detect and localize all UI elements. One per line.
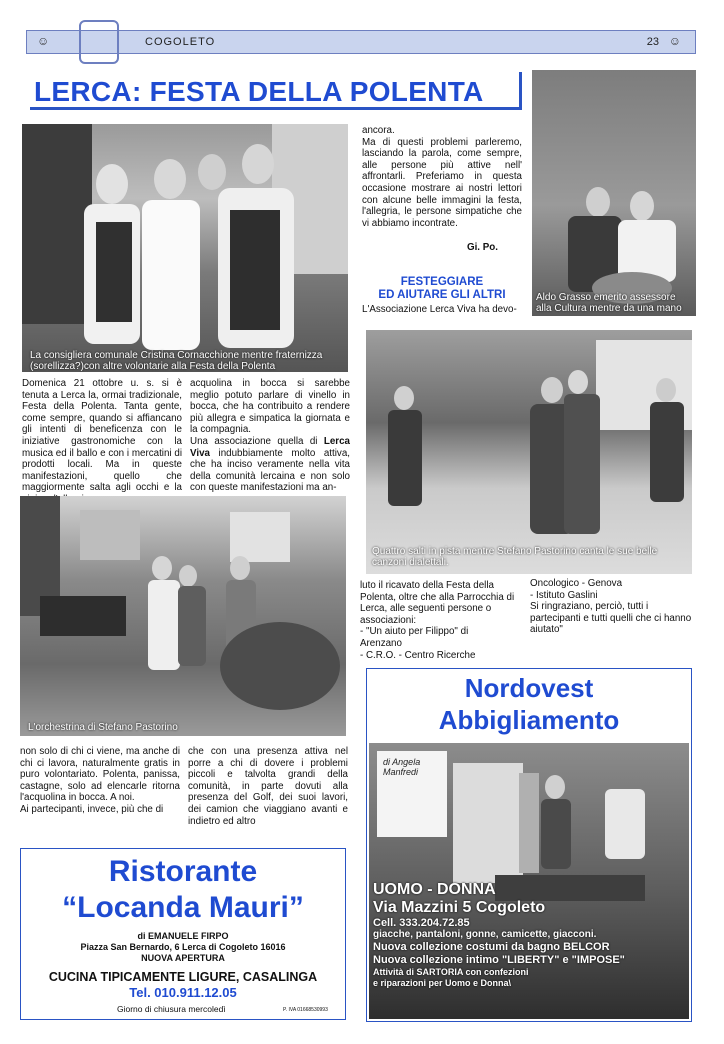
section-name: COGOLETO xyxy=(145,36,216,48)
smiley-icon: ☺ xyxy=(37,34,50,48)
article-signature: Gi. Po. xyxy=(466,242,498,253)
ad-restaurant xyxy=(20,848,346,1020)
ad-clothing-name1: Nordovest xyxy=(464,673,594,703)
ad-clothing-text xyxy=(373,881,689,989)
ad-restaurant-phone: Tel. 010.911.12.05 xyxy=(129,985,237,1000)
photo-grasso-figures xyxy=(532,70,696,316)
ad-clothing xyxy=(366,668,692,1022)
ad-clothing-name2: Abbigliamento xyxy=(438,705,620,735)
photo-band-figures xyxy=(20,496,346,736)
photo-grasso xyxy=(532,70,696,316)
ad-restaurant-closing: Giorno di chiusura mercoledì xyxy=(117,1004,226,1014)
article-col3-continued: L'Associazione Lerca Viva ha devo- xyxy=(362,304,517,315)
ad-clothing-line5: Nuova collezione costumi da bagno BELCOR xyxy=(373,941,610,953)
ad-clothing-sign: di Angela Manfredi xyxy=(383,757,421,777)
caption-dance: Quattro salti in pista mentre Stefano Pastorino canta le sue belle canzoni dialettali. xyxy=(372,546,658,568)
article-subhead: FESTEGGIARE ED AIUTARE GLI ALTRI xyxy=(378,276,506,301)
article-headline: LERCA: FESTA DELLA POLENTA xyxy=(30,72,522,110)
ad-restaurant-address: Piazza San Bernardo, 6 Lerca di Cogoleto 16016 xyxy=(80,942,286,952)
ad-clothing-line8: e riparazioni per Uomo e Donna\ xyxy=(373,978,512,988)
page-header xyxy=(26,30,696,54)
article-col1-bottom: non solo di chi ci viene, ma anche di chi ci lavora, naturalmente gratis in puro volontariato. Polenta, panissa, castagne, solo ad elencarle ritorna l'acquolina in bocca. A noi. Ai partecipanti, invece, più che di xyxy=(20,746,180,815)
ad-restaurant-owner: di EMANUELE FIRPO xyxy=(137,931,229,941)
ad-clothing-photo xyxy=(369,743,689,1019)
caption-band: L'orchestrina di Stefano Pastorino xyxy=(28,722,178,733)
ad-restaurant-piva: P. IVA 01668530993 xyxy=(283,1007,328,1013)
caption-grasso: Aldo Grasso emerito assessore alla Cultura mentre da una mano xyxy=(536,292,682,314)
ad-restaurant-name1: Ristorante xyxy=(108,855,258,888)
photo-volunteers xyxy=(22,124,348,372)
ad-clothing-line3: Cell. 333.204.72.85 xyxy=(373,917,470,929)
article-col3-bottom: luto il ricavato della Festa della Polenta, oltre che alla Parrocchia di Lerca, alle seguenti persone o associazioni: - "Un aiuto per Filippo" di Arenzano - C.R.O. - Centro Ricerche xyxy=(360,580,515,661)
ad-clothing-line2: Via Mazzini 5 Cogoleto xyxy=(373,899,546,916)
ad-clothing-line7: Attività di SARTORIA con confezioni xyxy=(373,967,529,977)
photo-band xyxy=(20,496,346,736)
article-col4-bottom: Oncologico - Genova - Istituto Gaslini Si ringraziano, perciò, tutti i partecipanti e tutti quelli che ci hanno aiutato" xyxy=(530,578,692,636)
ad-restaurant-cuisine: CUCINA TIPICAMENTE LIGURE, CASALINGA xyxy=(48,970,318,984)
header-tab-frame xyxy=(79,20,119,64)
photo-volunteers-figures xyxy=(22,124,348,372)
article-col1-top: Domenica 21 ottobre u. s. si è tenuta a Lerca la, ormai tradizionale, Festa della Polenta. Tanta gente, come sempre, quando si affiancano gli intenti di beneficenza con le iniziative gastronomiche con la musica ed il ballo e con i mercatini di prodotti locali. Ma in queste manifestazioni, quello che maggiormente salta agli occhi e la xyxy=(22,378,182,494)
ad-clothing-line6: Nuova collezione intimo "LIBERTY" e "IMPOSE" xyxy=(373,954,625,966)
ad-clothing-line1: UOMO - DONNA xyxy=(373,881,496,898)
page-number: 23 xyxy=(646,36,659,48)
article-col2-top: acquolina in bocca si sarebbe meglio potuto parlare di vinello in bocca, che ha contribuito a rendere più allegra e simpatica la giornata e la compagnia. Una associazione quella di Lerca Viva indubbiamente molto attiva, che ha inciso veramente nella vita della comunità lercaina e non solo con queste manifestazioni ma an- xyxy=(190,378,350,494)
smiley-icon: ☺ xyxy=(668,34,681,48)
ad-restaurant-news: NUOVA APERTURA xyxy=(141,953,225,963)
photo-dance-figures xyxy=(366,330,692,574)
caption-volunteers: La consigliera comunale Cristina Cornacchione mentre fraternizza (sorellizza?)con altre volontarie alla Festa della Polenta xyxy=(30,350,323,372)
photo-dance xyxy=(366,330,692,574)
ad-restaurant-name2: “Locanda Mauri” xyxy=(62,891,304,924)
ad-clothing-line4: giacche, pantaloni, gonne, camicette, giacconi. xyxy=(373,929,597,940)
article-col2-bottom: che con una presenza attiva nel porre a chi di dovere i problemi piccoli e talvolta grandi della comunità, in parte dovuti alla presenza del Golf, dei suoi lavori, dei camion che viaggiano avanti e indietro ed altro xyxy=(188,746,348,827)
article-col3-top: ancora. Ma di questi problemi parleremo, lasciando la parola, come sempre, alle persone più attive nell' affrontarli. Preferiamo in questa occasione mostrare ai nostri lettori con alcune belle immagini la festa, l'allegria, le persone simpatiche che vi abbiamo incontrate. xyxy=(362,125,522,229)
